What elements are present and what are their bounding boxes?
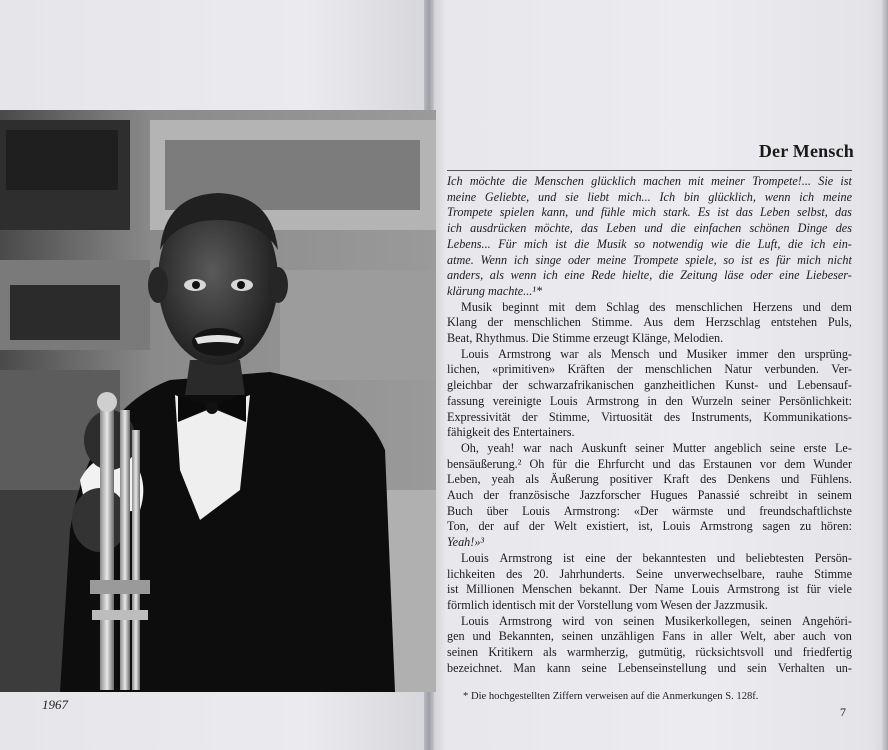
text-line: meine Geliebte, und sie liebt mich... Ich bin glücklich, wenn ich meine (447, 189, 852, 204)
text-line: fähigkeit des Entertainers. (447, 425, 575, 440)
text-line: bezeichnet. Man kann seine Lebenseinstellung und sein Verhalten un- (447, 660, 852, 675)
paragraph (447, 441, 852, 551)
text-line: Expressivität der Stimme, Virtuosität des Instruments, Kommunikations- (447, 409, 852, 424)
text-line: atme. Wenn ich singe oder meine Trompete spiele, so ist es für mich nicht (447, 252, 852, 267)
paragraph (447, 347, 852, 441)
text-line: ich ausdrücken möchte, das Leben und die einfachen schönen Dinge des (447, 221, 852, 236)
text-line: Trompete spielen kann, und fühle mich stark. Es ist das Leben selbst, das (447, 205, 852, 220)
text-line: Louis Armstrong war als Mensch und Musiker immer den ursprüng- (461, 346, 852, 361)
portrait-photo (0, 110, 436, 692)
page-edge (882, 0, 888, 750)
text-line: lichen, «primitiven» Kräften der menschlichen Natur verbunden. Ver- (447, 362, 852, 377)
footnote: * Die hochgestellten Ziffern verweisen auf die Anmerkungen S. 128f. (463, 691, 759, 702)
page-number: 7 (840, 705, 846, 719)
text-line: Yeah!»³ (447, 535, 485, 550)
photo-caption: 1967 (42, 697, 68, 712)
text-line: Buch über Louis Armstrong: «Der wärmste und freundschaftlichste (447, 503, 852, 518)
text-line: förmlich identisch mit der Vorstellung vom Wesen der Jazzmusik. (447, 597, 768, 612)
opening-quote (447, 174, 852, 300)
text-line: gleichbar der schwarzafrikanischen ganzheitlichen Kunst- und Lebensauf- (447, 378, 852, 393)
text-line: klärung machte...¹* (447, 283, 543, 298)
chapter-body (447, 174, 852, 677)
text-line: Leben, yeah als Äußerung positiver Kraft des Denkens und Fühlens. (447, 472, 852, 487)
text-line: Musik beginnt mit dem Schlag des menschlichen Herzens und dem (461, 299, 852, 314)
text-line: lichkeiten des 20. Jahrhunderts. Seine unverwechselbare, rauhe Stimme (447, 566, 852, 581)
text-line: ist Millionen Menschen bekannt. Der Name Louis Armstrong ist für viele (447, 582, 852, 597)
text-line: Auch der französische Jazzforscher Hugues Panassié schreibt in seinem (447, 488, 852, 503)
text-line: gen und Bekannten, seinen unzähligen Fans in aller Welt, aber auch von (447, 629, 852, 644)
paragraph (447, 614, 852, 677)
heading-rule (447, 170, 852, 171)
text-line: fassung vereinigte Louis Armstrong in den Wurzeln seiner Persönlichkeit: (447, 393, 852, 408)
text-line: Beat, Rhythmus. Die Stimme erzeugt Klänge, Melodien. (447, 331, 724, 346)
paragraph (447, 300, 852, 347)
text-line: bensäußerung.² Oh für die Ehrfurcht und das Erstaunen vor dem Wunder (447, 456, 852, 471)
trumpeter-photo-illustration (0, 110, 436, 692)
text-line: Klang der menschlichen Stimme. Aus dem Herzschlag entstehen Puls, (447, 315, 852, 330)
text-line: Oh, yeah! war nach Auskunft seiner Mutter angeblich seine erste Le- (461, 440, 852, 455)
text-line: Ich möchte die Menschen glücklich machen mit meiner Trompete!... Sie ist (447, 174, 852, 188)
chapter-heading: Der Mensch (758, 141, 854, 161)
text-line: seinen Kritikern als warmherzig, gutmütig, rücksichtsvoll und friedfertig (447, 645, 852, 660)
text-line: Louis Armstrong wird von seinen Musikerkollegen, seinen Angehöri- (461, 613, 852, 628)
paragraph (447, 551, 852, 614)
text-line: anders, als wenn ich eine Rede hielte, die Zeitung läse oder eine Liebeser- (447, 268, 852, 283)
text-line: Ton, der auf der Welt existiert, ist, Louis Armstrong sagen zu hören: (447, 519, 852, 534)
text-line: Lebens... Für mich ist die Musik so notwendig wie die Luft, die ich ein- (447, 236, 852, 251)
text-line: Louis Armstrong ist eine der bekanntesten und beliebtesten Persön- (461, 550, 852, 565)
